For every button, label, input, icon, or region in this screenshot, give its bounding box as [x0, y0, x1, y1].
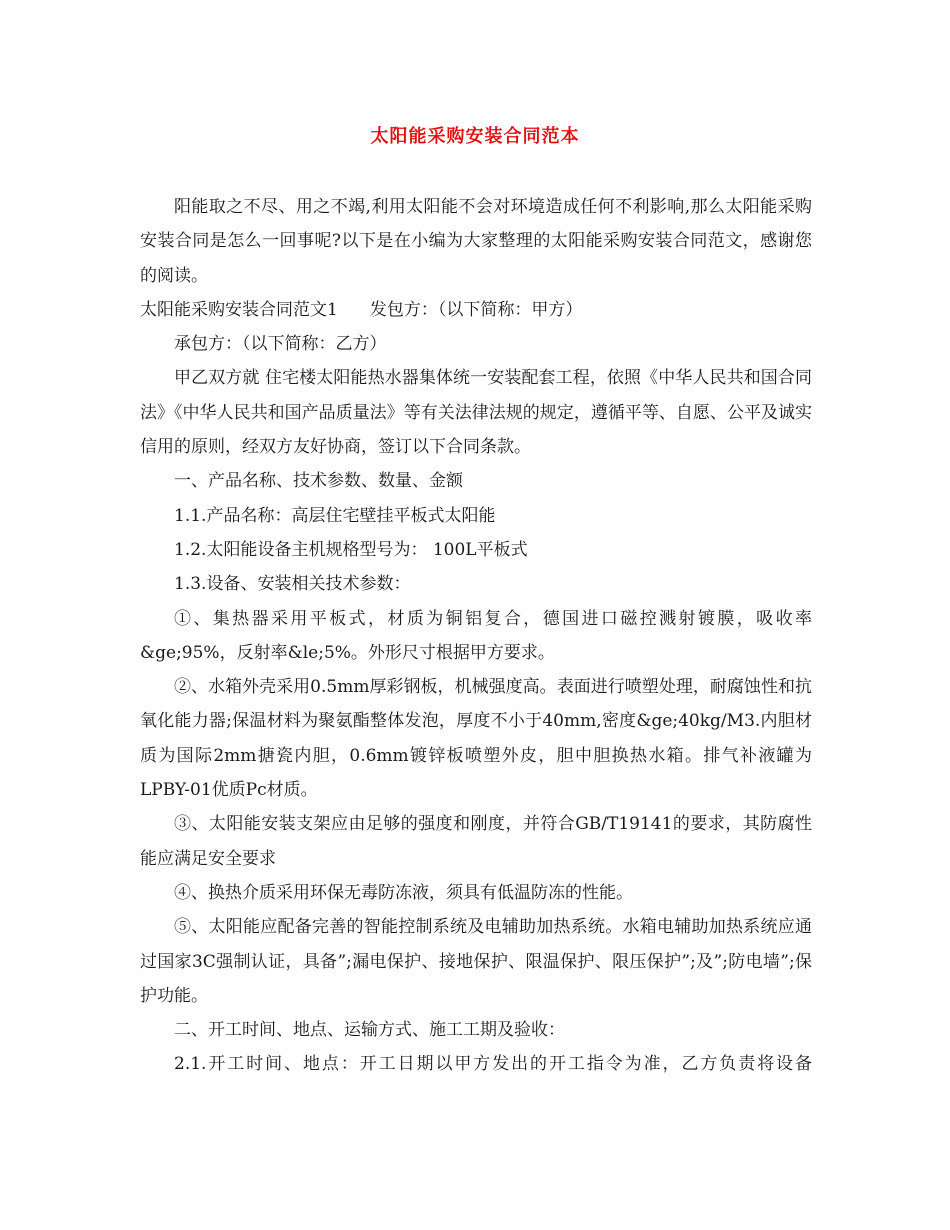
clause-1-1: 1.1.产品名称：高层住宅壁挂平板式太阳能	[174, 505, 496, 526]
clause-1-3: 1.3.设备、安装相关技术参数：	[174, 574, 411, 595]
party-b-line: 承包方：（以下简称：乙方）	[174, 334, 387, 355]
item-3-bracket: ③、太阳能安装支架应由足够的强度和刚度，并符合GB/T19141的要求，其防腐性能应满足安全要求	[140, 814, 812, 869]
item-1-collector: ①、集热器采用平板式，材质为铜铝复合，德国进口磁控溅射镀膜，吸收率&ge;95%，反射率&le;5%。外形尺寸根据甲方要求。	[140, 608, 812, 663]
item-2-tank: ②、水箱外壳采用0.5mm厚彩钢板，机械强度高。表面进行喷塑处理，耐腐蚀性和抗氧化能力器;保温材料为聚氨酯整体发泡，厚度不小于40mm,密度&ge;40kg/M3.内胆材质为国际2mm搪瓷内胆，0.6mm镀锌板喷塑外皮，胆中胆换热水箱。排气补液罐为LPBY-01优质Pc材质。	[140, 677, 812, 801]
document-body	[140, 190, 812, 1082]
clause-2-1: 2.1.开工时间、地点：开工日期以甲方发出的开工指令为准，乙方负责将设备	[174, 1054, 812, 1075]
document-title: 太阳能采购安装合同范本	[370, 126, 580, 147]
item-5-control: ⑤、太阳能应配备完善的智能控制系统及电辅助加热系统。水箱电辅助加热系统应通过国家3C强制认证，具备”;漏电保护、接地保护、限温保护、限压保护”;及”;防电墙”;保护功能。	[140, 917, 812, 1006]
contract-heading-line	[140, 293, 812, 327]
contract-sample-heading: 太阳能采购安装合同范文1	[140, 299, 338, 320]
party-a-line: 发包方：（以下简称：甲方）	[369, 299, 583, 320]
section-1-heading: 一、产品名称、技术参数、数量、金额	[174, 471, 463, 492]
clause-1-2: 1.2.太阳能设备主机规格型号为： 100L平板式	[174, 539, 528, 560]
paragraph-agreement: 甲乙双方就 住宅楼太阳能热水器集体统一安装配套工程，依照《中华人民共和国合同法》《中华人民共和国产品质量法》等有关法律法规的规定，遵循平等、自愿、公平及诚实信用的原则，经双方友好协商，签订以下合同条款。	[140, 368, 812, 458]
item-4-medium: ④、换热介质采用环保无毒防冻液，须具有低温防冻的性能。	[174, 882, 633, 903]
paragraph-intro: 阳能取之不尽、用之不竭,利用太阳能不会对环境造成任何不利影响,那么太阳能采购安装合同是怎么一回事呢?以下是在小编为大家整理的太阳能采购安装合同范文，感谢您的阅读。	[140, 197, 812, 286]
section-2-heading: 二、开工时间、地点、运输方式、施工工期及验收：	[174, 1020, 565, 1041]
